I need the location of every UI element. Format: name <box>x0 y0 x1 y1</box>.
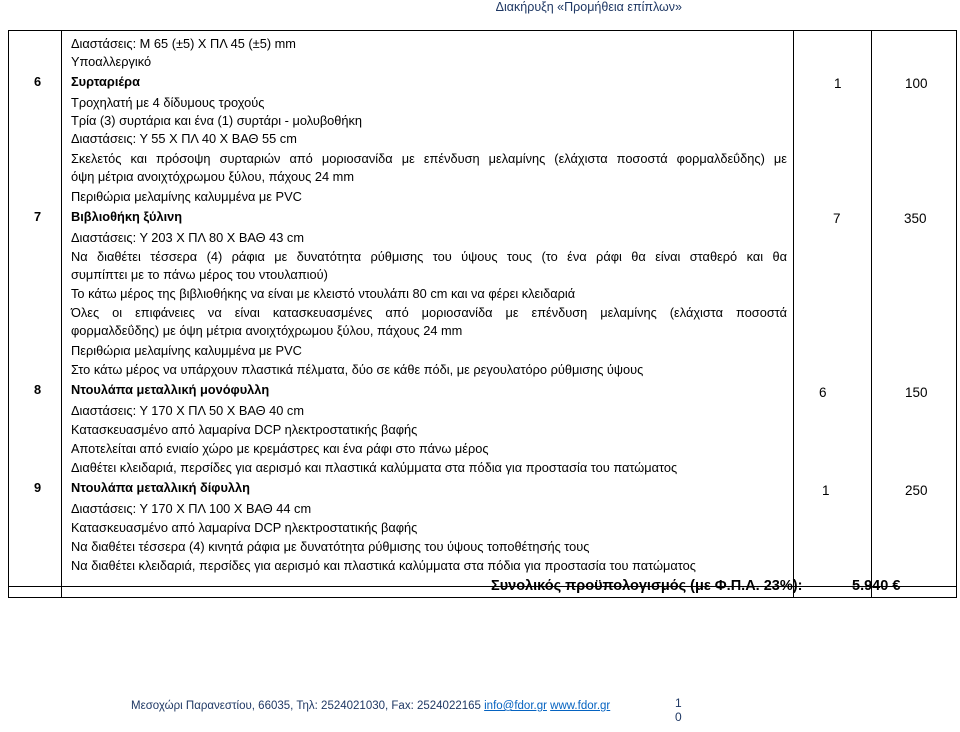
list-item: όψη μέτρια ανοιχτόχρωμου ξύλου, πάχους 24 mm <box>71 169 354 184</box>
list-item: Να διαθέτει κλειδαριά, περσίδες για αερισμό και πλαστικά καλύμματα στα πόδια για προστασία του πατώματος <box>71 558 696 573</box>
item-price: 100 <box>905 76 928 91</box>
list-item: Να διαθέτει τέσσερα (4) κινητά ράφια με δυνατότητα ρύθμισης του ύψους τοποθέτησής τους <box>71 539 590 554</box>
list-item: Κατασκευασμένο από λαμαρίνα DCP ηλεκτροστατικής βαφής <box>71 520 418 535</box>
item-quantity: 6 <box>819 385 827 400</box>
list-item: Υποαλλεργικό <box>71 54 152 69</box>
item-number: 6 <box>34 74 42 89</box>
item-quantity: 7 <box>833 211 841 226</box>
list-item: Αποτελείται από ενιαίο χώρο με κρεμάστρες και ένα ράφι στο πάνω μέρος <box>71 441 489 456</box>
item-name: Συρταριέρα <box>71 74 140 89</box>
list-item: Διαστάσεις: Υ 170 Χ ΠΛ 50 Χ ΒΑΘ 40 cm <box>71 403 304 418</box>
list-item: Διαστάσεις: Υ 55 Χ ΠΛ 40 Χ ΒΑΘ 55 cm <box>71 131 297 146</box>
footer-website-link[interactable]: www.fdor.gr <box>550 700 611 712</box>
list-item: Τροχηλατή με 4 δίδυμους τροχούς <box>71 95 265 110</box>
item-number: 7 <box>34 209 42 224</box>
list-item: συμπίπτει με το πάνω μέρος του ντουλαπιού) <box>71 267 328 282</box>
item-name: Ντουλάπα μεταλλική μονόφυλλη <box>71 382 270 397</box>
list-item: Διαστάσεις: Υ 170 Χ ΠΛ 100 Χ ΒΑΘ 44 cm <box>71 501 312 516</box>
page-number <box>675 696 682 724</box>
footer-address: Μεσοχώρι Παρανεστίου, 66035, Τηλ: 2524021030, Fax: 2524022165 <box>131 700 485 712</box>
item-quantity: 1 <box>834 76 842 91</box>
list-item: Διαθέτει κλειδαριά, περσίδες για αερισμό και πλαστικά καλύμματα στα πόδια για προστασία του πατώματος <box>71 460 678 475</box>
footer-email-link[interactable]: info@fdor.gr <box>484 700 547 712</box>
items-table <box>8 30 957 598</box>
item-number: 9 <box>34 480 42 495</box>
item-price: 150 <box>905 385 928 400</box>
total-row-divider <box>9 586 956 587</box>
item-name: Ντουλάπα μεταλλική δίφυλλη <box>71 480 250 495</box>
item-price: 350 <box>904 211 927 226</box>
list-item: Το κάτω μέρος της βιβλιοθήκης να είναι με κλειστό ντουλάπι 80 cm και να φέρει κλειδαριά <box>71 286 576 301</box>
item-price: 250 <box>905 483 928 498</box>
total-value: 5.940 € <box>852 578 901 594</box>
item-name: Βιβλιοθήκη ξύλινη <box>71 209 183 224</box>
list-item: Κατασκευασμένο από λαμαρίνα DCP ηλεκτροστατικής βαφής <box>71 422 418 437</box>
footer <box>131 700 610 712</box>
list-item: Να διαθέτει τέσσερα (4) ράφια με δυνατότητα ρύθμισης του ύψους τους (το ένα ράφι θα είναι σταθερό και θα <box>71 249 787 264</box>
list-item: Διαστάσεις: Υ 203 Χ ΠΛ 80 Χ ΒΑΘ 43 cm <box>71 230 304 245</box>
item-number: 8 <box>34 382 42 397</box>
column-divider <box>793 31 794 597</box>
total-label: Συνολικός προϋπολογισμός (με Φ.Π.Α. 23%): <box>491 578 803 594</box>
list-item: φορμαλδεΰδης) με όψη μέτρια ανοιχτόχρωμου ξύλου, πάχους 24 mm <box>71 323 463 338</box>
page-number-bottom: 0 <box>675 710 682 724</box>
list-item: Διαστάσεις: Μ 65 (±5) Χ ΠΛ 45 (±5) mm <box>71 36 296 51</box>
document-header-title: Διακήρυξη «Προμήθεια επίπλων» <box>495 0 682 14</box>
page-number-top: 1 <box>675 696 682 710</box>
item-quantity: 1 <box>822 483 830 498</box>
list-item: Περιθώρια μελαμίνης καλυμμένα με PVC <box>71 189 302 204</box>
column-divider <box>61 31 62 597</box>
list-item: Περιθώρια μελαμίνης καλυμμένα με PVC <box>71 343 302 358</box>
list-item: Τρία (3) συρτάρια και ένα (1) συρτάρι - μολυβοθήκη <box>71 113 363 128</box>
list-item: Σκελετός και πρόσοψη συρταριών από μοριοσανίδα με επένδυση μελαμίνης (ελάχιστα ποσοστά φορμαλδεΰδης) με <box>71 151 787 166</box>
column-divider <box>871 31 872 597</box>
list-item: Στο κάτω μέρος να υπάρχουν πλαστικά πέλματα, δύο σε κάθε πόδι, με ρεγουλατόρο ρύθμισης ύψους <box>71 362 644 377</box>
list-item: Όλες οι επιφάνειες να είναι κατασκευασμένες από μοριοσανίδα με επένδυση μελαμίνης (ελάχιστα ποσοστά <box>71 305 787 320</box>
